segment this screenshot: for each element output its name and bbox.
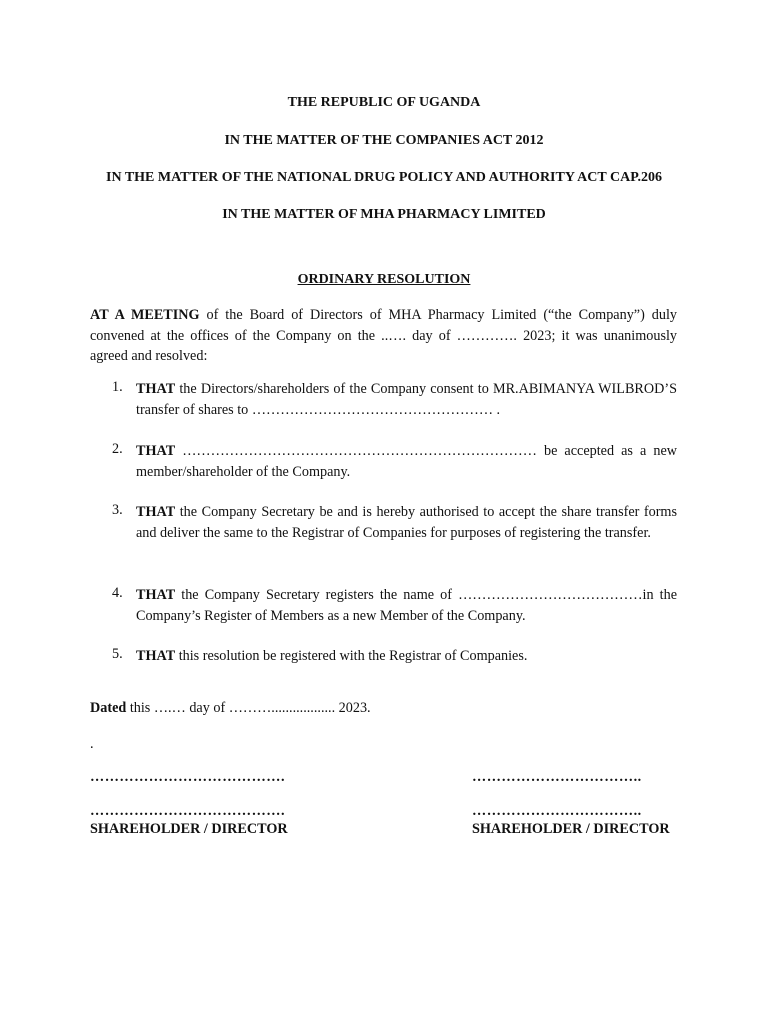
intro-text: of the Board of Directors of MHA Pharmacy Limited (“the Company”) duly convened at the offices of the Company on the ..…. day of …………. 2023; it was unanimously agreed and resolved:	[90, 307, 677, 364]
signature-block-right	[472, 765, 732, 839]
resolution-lead: THAT	[136, 648, 176, 664]
resolution-text	[136, 585, 677, 626]
signature-line: ………………………………….	[90, 769, 285, 785]
resolution-body: the Company Secretary registers the name of …………………………………in the Company’s Register of Members as a new Member of the Company.	[136, 587, 677, 624]
resolution-lead: THAT	[136, 443, 176, 459]
dated-lead: Dated	[90, 700, 127, 716]
document-title: ORDINARY RESOLUTION	[297, 272, 471, 287]
signature-line: ……………………………..	[472, 769, 642, 785]
header-companies-act: IN THE MATTER OF THE COMPANIES ACT 2012	[224, 133, 544, 148]
signature-block-left	[90, 765, 350, 839]
resolution-number: 3.	[112, 502, 123, 518]
resolution-body: the Company Secretary be and is hereby authorised to accept the share transfer forms and deliver the same to the Registrar of Companies for purposes of registering the transfer.	[136, 504, 677, 541]
resolution-text	[136, 441, 677, 482]
signatory-label: SHAREHOLDER / DIRECTOR	[90, 821, 288, 837]
header-company-matter: IN THE MATTER OF MHA PHARMACY LIMITED	[222, 207, 546, 222]
header-drug-policy-act: IN THE MATTER OF THE NATIONAL DRUG POLICY AND AUTHORITY ACT CAP.206	[106, 170, 662, 185]
resolution-body: ………………………………………………………………… be accepted as a new member/shareholder of the Company.	[136, 443, 677, 480]
resolution-number: 1.	[112, 379, 123, 395]
resolution-body: the Directors/shareholders of the Company consent to MR.ABIMANYA WILBROD’S transfer of shares to …………………………………………… .	[136, 381, 677, 418]
signatory-label: SHAREHOLDER / DIRECTOR	[472, 821, 670, 837]
intro-paragraph	[90, 305, 677, 367]
resolution-number: 5.	[112, 646, 123, 662]
intro-lead: AT A MEETING	[90, 307, 200, 323]
dated-text: this ….… day of ……….................. 2023.	[126, 700, 371, 716]
resolution-number: 2.	[112, 441, 123, 457]
name-line: ………………………………….	[90, 803, 285, 819]
dated-line	[90, 700, 371, 717]
resolution-number: 4.	[112, 585, 123, 601]
resolution-lead: THAT	[136, 381, 176, 397]
name-line: ……………………………..	[472, 803, 642, 819]
header-republic: THE REPUBLIC OF UGANDA	[287, 95, 481, 110]
resolution-text	[136, 502, 677, 543]
resolution-text	[136, 379, 677, 420]
resolution-text	[136, 646, 677, 667]
resolution-body: this resolution be registered with the Registrar of Companies.	[175, 648, 528, 664]
resolution-lead: THAT	[136, 504, 176, 520]
stray-dot: .	[90, 736, 94, 752]
resolution-lead: THAT	[136, 587, 176, 603]
